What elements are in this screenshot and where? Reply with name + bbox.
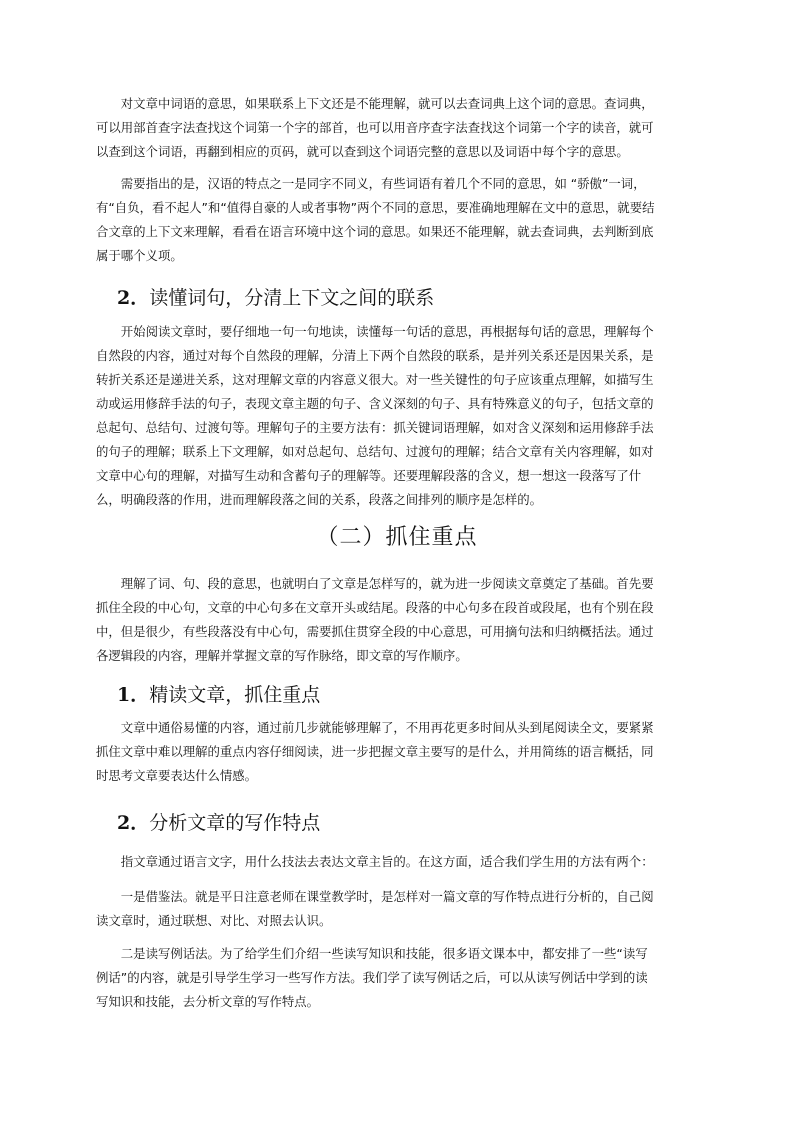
text-line: 理解了词、句、段的意思，也就明白了文章是怎样写的，就为进一步阅读文章奠定了基础。首先要 [120,576,654,591]
heading-reading-sentences [117,283,434,310]
section-title-grasp-key-points: （二）抓住重点 [316,525,478,550]
text-line: 需要指出的是，汉语的特点之一是同字不同义，有些词语有着几个不同的意思，如 “骄傲”一词， [120,176,646,191]
text-line: 指文章通过语言文字，用什么技法去表达文章主旨的。在这方面，适合我们学生用的方法有两个： [120,854,654,869]
heading-text: 分析文章的写作特点 [149,812,321,834]
text-line: 抓住文章中难以理解的重点内容仔细阅读，进一步把握文章主要写的是什么，并用简练的语言概括，同 [96,744,654,759]
paragraph-reference-method [96,885,696,933]
text-line: 合文章的上下文来理解，看看在语言环境中这个词的意思。如果还不能理解，就去查词典，去判断到底 [96,224,654,239]
text-line: 例话”的内容，就是引导学生学习一些写作方法。我们学了读写例话之后，可以从读写例话中学到的读 [96,970,648,985]
text-line: 文章中心句的理解，对描写生动和含蓄句子的理解等。还要理解段落的含义，想一想这一段落写了什 [96,468,642,483]
text-line: 各逻辑段的内容，理解并掌握文章的写作脉络，即文章的写作顺序。 [96,648,468,663]
text-line: 可以用部首查字法查找这个词第一个字的部首，也可以用音序查字法查找这个词第一个字的读音，就可 [96,120,654,135]
text-line: 文章中通俗易懂的内容，通过前几步就能够理解了，不用再花更多时间从头到尾阅读全文，要紧紧 [120,720,654,735]
heading-text: 精读文章，抓住重点 [149,684,321,706]
paragraph-sentence-understanding [96,320,696,512]
text-line: 一是借鉴法。就是平日注意老师在课堂教学时，是怎样对一篇文章的写作特点进行分析的，自己阅 [120,889,654,904]
paragraph-polysemy [96,172,696,268]
heading-writing-analysis [117,808,320,835]
paragraph-central-sentence [96,572,696,668]
paragraph-dictionary-lookup [96,92,696,164]
text-line: 自然段的内容，通过对每个自然段的理解，分清上下两个自然段的联系，是并列关系还是因果关系，是 [96,348,654,363]
heading-number: 2． [117,287,150,309]
text-line: 二是读写例话法。为了给学生们介绍一些读写知识和技能，很多语文课本中，都安排了一些“读写 [120,946,648,961]
text-line: 抓住全段的中心句，文章的中心句多在文章开头或结尾。段落的中心句多在段首或段尾，也有个别在段 [96,600,654,615]
text-line: 属于哪个义项。 [96,248,183,263]
paragraph-reading-writing-method [96,942,696,1014]
text-line: 总起句、总结句、过渡句等。理解句子的主要方法有：抓关键词语理解，如对含义深刻和运用修辞手法 [96,420,654,435]
text-line: 的句子的理解；联系上下文理解，如对总起句、总结句、过渡句的理解；结合文章有关内容理解，如对 [96,444,654,459]
heading-number: 1． [117,684,150,706]
text-line: 转折关系还是递进关系，这对理解文章的内容意义很大。对一些关键性的句子应该重点理解，如描写生 [96,372,654,387]
heading-text: 读懂词句，分清上下文之间的联系 [149,287,435,309]
text-line: 么，明确段落的作用，进而理解段落之间的关系，段落之间排列的顺序是怎样的。 [96,492,543,507]
paragraph-intensive-reading [96,716,696,788]
text-line: 以查到这个词语，再翻到相应的页码，就可以查到这个词语完整的意思以及词语中每个字的意思。 [96,144,629,159]
heading-intensive-reading [117,680,320,707]
text-line: 开始阅读文章时，要仔细地一句一句地读，读懂每一句话的意思，再根据每句话的意思，理解每个 [120,324,654,339]
heading-number: 2． [117,812,150,834]
text-line: 有“自负，看不起人”和“值得自豪的人或者事物”两个不同的意思，要准确地理解在文中的意思，就要结 [96,200,655,215]
text-line: 对文章中词语的意思，如果联系上下文还是不能理解，就可以去查词典上这个词的意思。查词典， [120,96,654,111]
text-line: 读文章时，通过联想、对比、对照去认识。 [96,913,332,928]
text-line: 中，但是很少，有些段落没有中心句，需要抓住贯穿全段的中心意思，可用摘句法和归纳概括法。通过 [96,624,654,639]
text-line: 动或运用修辞手法的句子，表现文章主题的句子、含义深刻的句子、具有特殊意义的句子，包括文章的 [96,396,654,411]
text-line: 写知识和技能，去分析文章的写作特点。 [96,994,320,1009]
text-line: 时思考文章要表达什么情感。 [96,768,258,783]
paragraph-writing-methods-intro [96,850,696,874]
